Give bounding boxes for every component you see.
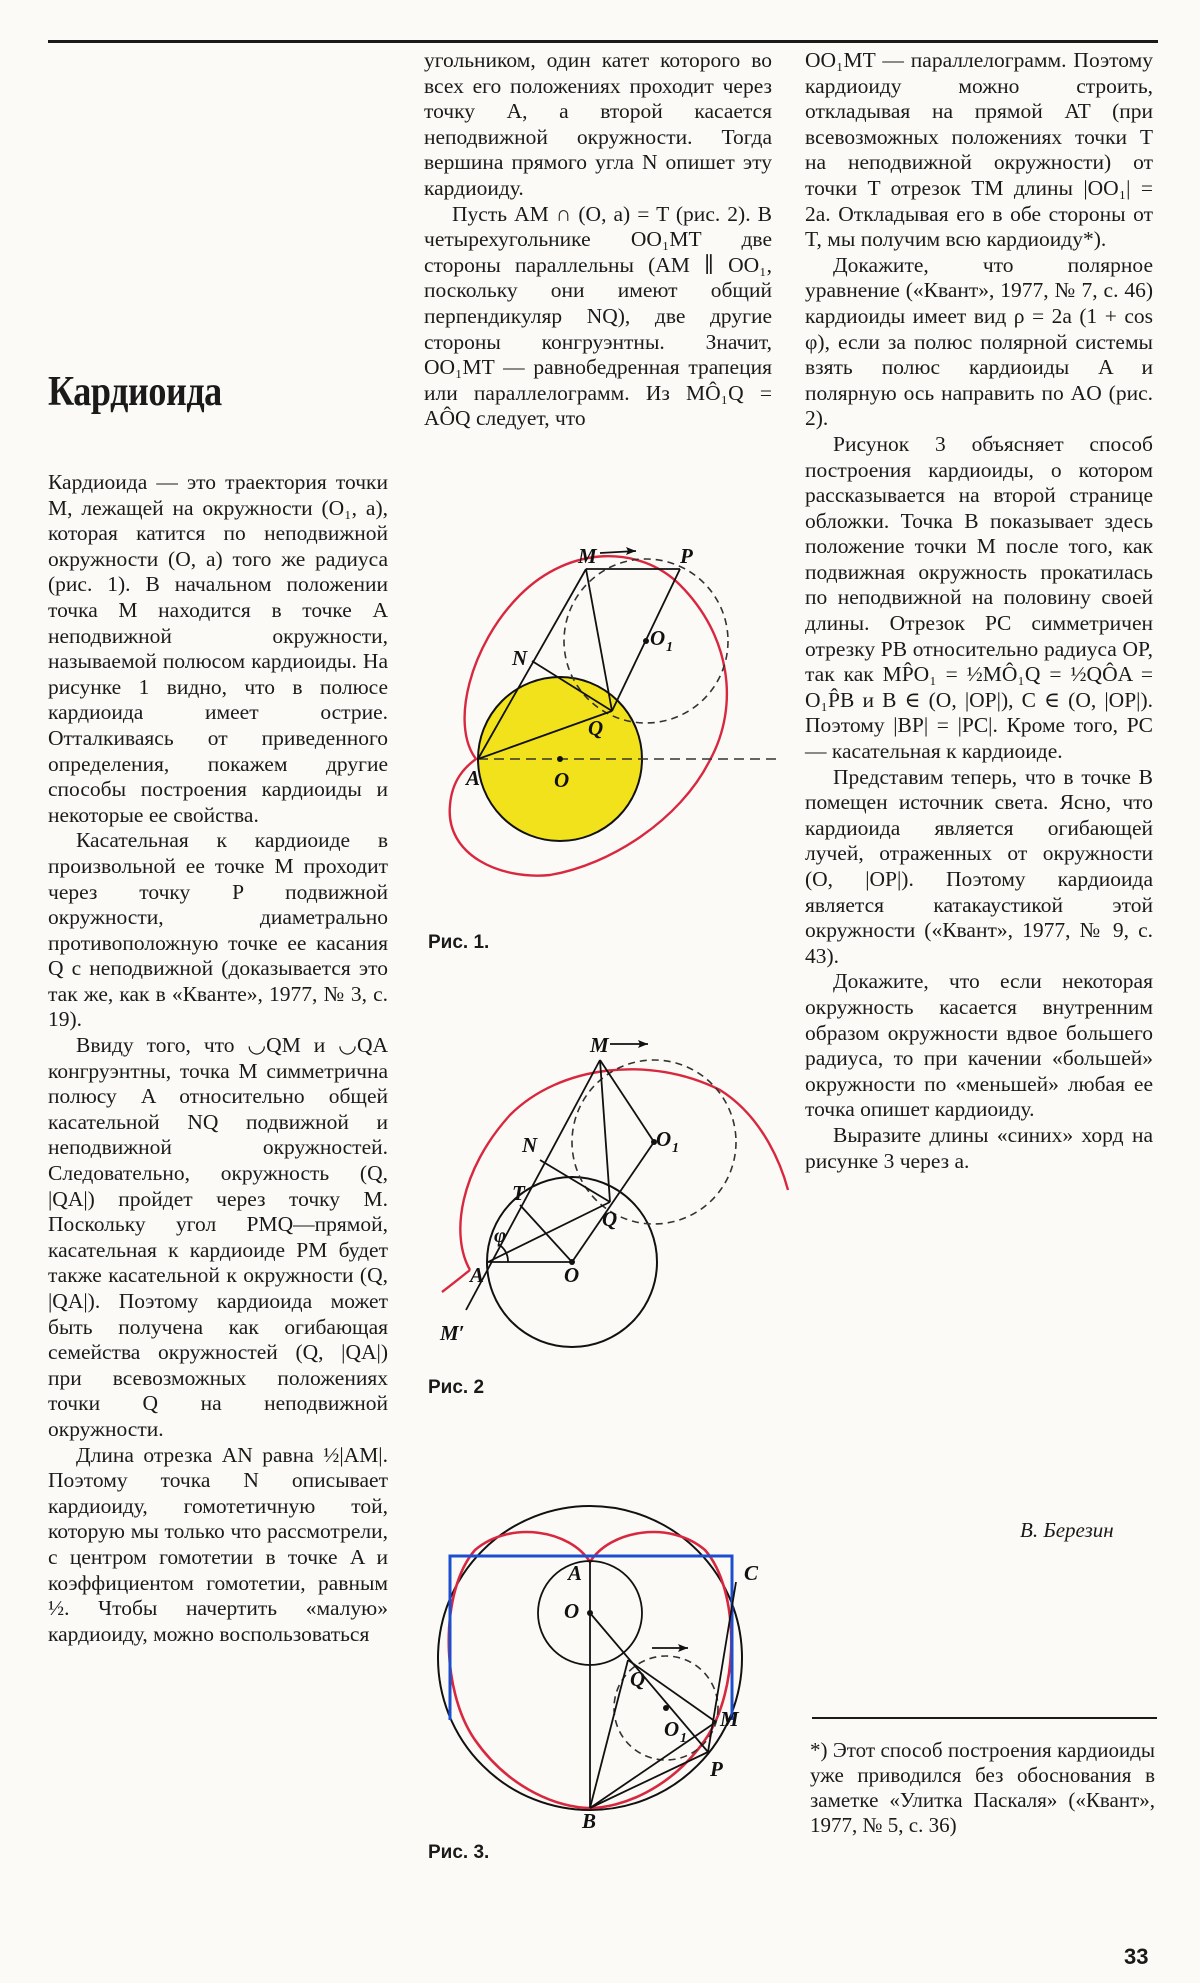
fig1-label-A: A — [466, 766, 481, 790]
fig2-label-O: O — [564, 1263, 580, 1287]
paragraph: Пусть AM ∩ (O, a) = T (рис. 2). В четырехугольнике OO₁MT две стороны параллельны (AM ∥ OO₁, поскольку они имеют общий перпендикуляр NQ), две другие стороны конгруэнтны. Значит, OO₁MT — равнобедренная трапеция или параллелограмм. Из MÔ₁Q = AÔQ следует, что — [424, 201, 772, 431]
paragraph: Ввиду того, что ◡QM и ◡QA конгруэнтны, точка M симметрична полюсу A относительно общей касательной NQ подвижной и неподвижной окружностей. Следовательно, окружность (Q, |QA|) пройдет через точку M. Поскольку угол PMQ—прямой, касательная к кардиоиде PM будет также касательной к окружности (Q, |QA|). Поэтому кардиоида может быть получена как огибающая семейства окружностей (Q, |QA|) при всевозможных положениях точки Q на неподвижной окружности. — [48, 1033, 388, 1441]
fig2-label-O1-sub: 1 — [672, 1141, 679, 1156]
paragraph: угольником, один катет которого во всех его положениях проходит через точку A, а второй касается неподвижной окружности. Тогда вершина прямого угла N опишет эту кардиоиду. — [424, 48, 772, 200]
paragraph: Представим теперь, что в точке B помещен источник света. Ясно, что кардиоида является огибающей лучей, отраженных от окружности (O, |OP|). Поэтому кардиоида является катакаустикой этой окружности («Квант», 1977, № 9, с. 43). — [805, 764, 1153, 968]
paragraph: OO₁MT — параллелограмм. Поэтому кардиоиду можно строить, откладывая на прямой AT (при всевозможных положениях точки T на неподвижной окружности) от точки T отрезок TM длины |OO₁| = 2a. Откладывая его в обе стороны от T, мы получим всю кардиоиду*). — [805, 48, 1153, 252]
fig3-line-BP — [590, 1752, 708, 1808]
fig1-label-P: P — [680, 544, 693, 568]
figure-2 — [430, 1030, 830, 1360]
fig3-line-OP — [590, 1613, 708, 1752]
fig1-label-O1: O — [650, 626, 666, 650]
column-left — [48, 470, 388, 1647]
fig2-label-phi: φ — [494, 1223, 507, 1247]
figure-1-caption: Рис. 1. — [428, 932, 490, 953]
column-right — [805, 48, 1153, 1174]
fig2-label-O1: O — [656, 1127, 672, 1151]
figure-1 — [440, 535, 820, 905]
fig1-point-O1 — [643, 638, 649, 644]
paragraph: Рисунок 3 объясняет способ построения кардиоиды, о котором рассказывается на второй странице обложки. Точка B показывает здесь положение точки M после того, как подвижная окружность прокатилась по неподвижной на половину своей длины. Отрезок PC симметричен отрезку PB относительно радиуса OP, так как MP̂O₁ = ½MÔ₁Q = ½QÔA = O₁P̂B и B ∈ (O, |OP|), C ∈ (O, |OP|). Поэтому |BP| = |PC|. Кроме того, PC — касательная к кардиоиде. — [805, 431, 1153, 764]
paragraph: Докажите, что полярное уравнение («Квант», 1977, № 7, с. 46) кардиоиды имеет вид ρ = 2a (1 + cos φ), если за полюс полярной системы взять полюс кардиоиды A и полярную ось направить по AO (рис. 2). — [805, 252, 1153, 431]
footnote: *) Этот способ построения кардиоиды уже приводился без обоснования в заметке «Улитка Паскаля» («Квант», 1977, № 5, с. 36) — [810, 1738, 1155, 1837]
paragraph: Выразите длины «синих» хорд на рисунке 3 через a. — [805, 1122, 1153, 1173]
article-title: Кардиоида — [48, 369, 222, 415]
fig1-point-O — [557, 756, 563, 762]
fig1-label-O1-sub: 1 — [666, 640, 673, 655]
fig1-label-Q: Q — [588, 716, 604, 740]
fig2-label-N: N — [522, 1133, 538, 1157]
fig3-blue-chords — [450, 1556, 732, 1720]
fig2-label-Q: Q — [602, 1207, 618, 1231]
author-signature: В. Березин — [1020, 1518, 1114, 1542]
fig3-label-O1: O — [664, 1717, 680, 1741]
fig3-label-O: O — [564, 1599, 580, 1623]
paragraph: Касательная к кардиоиде в произвольной ее точке M проходит через точку P подвижной окружности, диаметрально противоположную точке ее касания Q с неподвижной (доказывается это так же, как в «Кванте», 1977, № 3, с. 19). — [48, 828, 388, 1032]
footnote-rule — [812, 1717, 1157, 1719]
top-rule — [48, 40, 1158, 43]
figure-3 — [430, 1490, 790, 1830]
figure-3-caption: Рис. 3. — [428, 1842, 490, 1863]
fig3-label-Q: Q — [630, 1667, 646, 1691]
fig1-label-M: M — [578, 544, 597, 568]
paragraph: Кардиоида — это траектория точки M, лежащей на окружности (O₁, a), которая катится по неподвижной окружности (O, a) того же радиуса (рис. 1). В начальном положении точка M находится в точке A неподвижной окружности, называемой полюсом кардиоиды. На рисунке 1 видно, что в полюсе кардиоида имеет острие. Отталкиваясь от приведенного определения, покажем другие способы построения кардиоиды и некоторые ее свойства. — [48, 470, 388, 827]
fig3-label-M: M — [720, 1707, 739, 1731]
fig3-label-C: C — [744, 1561, 759, 1585]
fig3-label-O1-sub: 1 — [680, 1731, 687, 1746]
fig1-label-N: N — [512, 646, 528, 670]
fig2-label-T: T — [512, 1181, 525, 1205]
fig3-label-P: P — [710, 1757, 723, 1781]
fig2-label-A: A — [470, 1263, 485, 1287]
paragraph: Докажите, что если некоторая окружность касается внутренним образом окружности вдвое большего радиуса, то при качении «большей» окружности по «меньшей» любая ее точка опишет кардиоиду. — [805, 969, 1153, 1122]
fig2-line-MO1 — [600, 1060, 654, 1142]
fig3-point-O1 — [663, 1705, 669, 1711]
fig2-line-O1O — [572, 1142, 654, 1262]
fig3-point-O — [587, 1610, 593, 1616]
fig3-label-A: A — [568, 1561, 583, 1585]
fig2-label-M: M — [590, 1033, 609, 1057]
fig2-line-MQ — [600, 1060, 610, 1202]
page-number: 33 — [1124, 1944, 1149, 1969]
fig3-label-B: B — [582, 1809, 597, 1830]
paragraph: Длина отрезка AN равна ½|AM|. Поэтому точка N описывает кардиоиду, гомотетичную той, которую мы только что рассмотрели, с центром гомотетии в точке A и коэффициентом гомотетии, равным ½. Чтобы начертить «малую» кардиоиду, можно воспользоваться — [48, 1442, 388, 1646]
fig1-label-O: O — [554, 768, 570, 792]
fig2-label-Mprime: M′ — [440, 1321, 465, 1345]
figure-2-caption: Рис. 2 — [428, 1377, 485, 1398]
column-middle — [424, 48, 772, 432]
